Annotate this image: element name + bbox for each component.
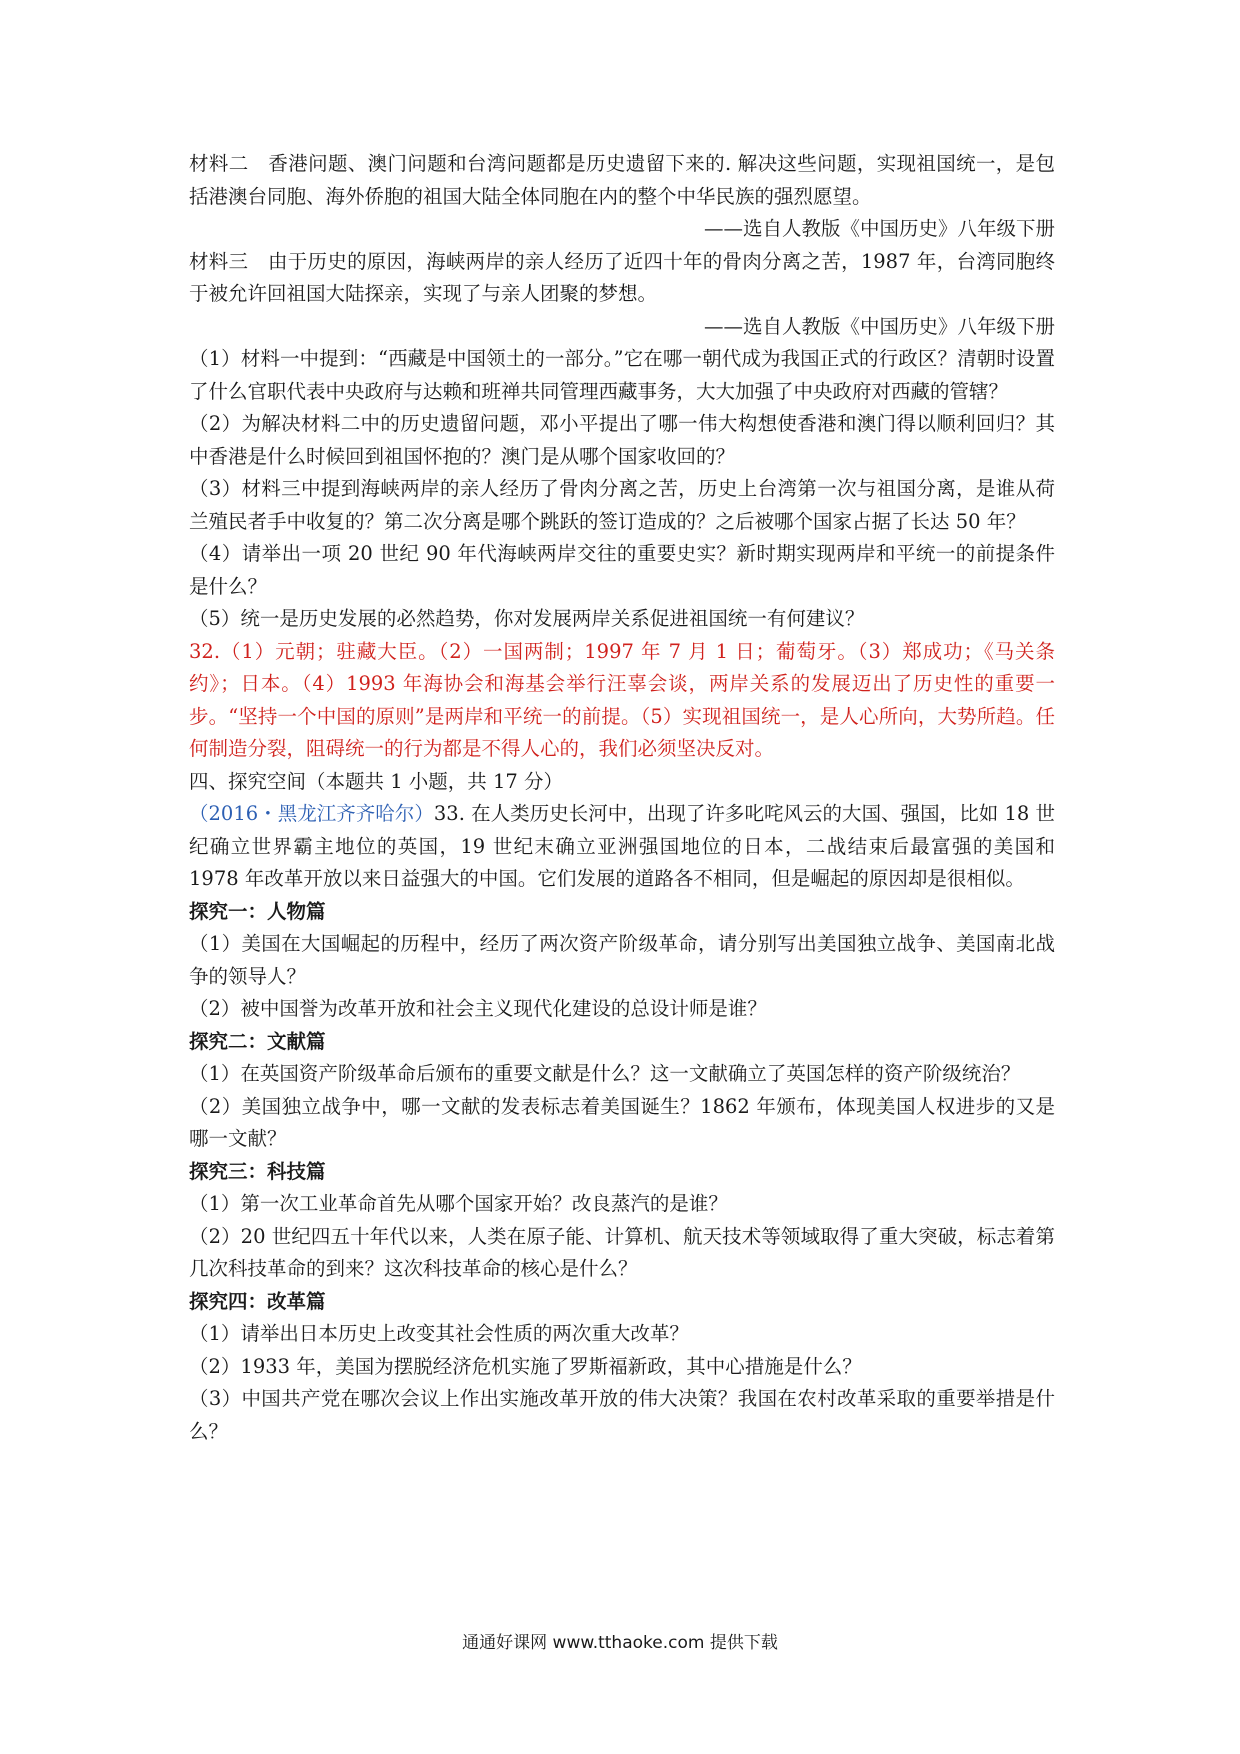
question-31-4: （4）请举出一项 20 世纪 90 年代海峡两岸交往的重要史实？新时期实现两岸和平统一的前提条件是什么？ [189,542,1055,598]
explore-3-item-1: （1）第一次工业革命首先从哪个国家开始？改良蒸汽的是谁？ [189,1192,728,1215]
document-body [189,148,1055,1448]
material-2-text: 材料二 香港问题、澳门问题和台湾问题都是历史遗留下来的. 解决这些问题，实现祖国统一，是包括港澳台同胞、海外侨胞的祖国大陆全体同胞在内的整个中华民族的强烈愿望。 [189,152,1055,208]
explore-2-item-1: （1）在英国资产阶级革命后颁布的重要文献是什么？这一文献确立了英国怎样的资产阶级统治？ [189,1062,1021,1085]
question-31-2: （2）为解决材料二中的历史遗留问题，邓小平提出了哪一伟大构想使香港和澳门得以顺利回归？其中香港是什么时候回到祖国怀抱的？澳门是从哪个国家收回的？ [189,412,1055,468]
question-33-source-tag: （2016・黑龙江齐齐哈尔） [189,802,434,825]
material-2-source: ——选自人教版《中国历史》八年级下册 [703,217,1055,240]
explore-4-item-1: （1）请举出日本历史上改变其社会性质的两次重大改革？ [189,1322,689,1345]
explore-4-title: 探究四：改革篇 [189,1289,326,1313]
explore-3-title: 探究三：科技篇 [189,1159,326,1183]
answer-32: 32.（1）元朝；驻藏大臣。（2）一国两制；1997 年 7 月 1 日；葡萄牙。（3）郑成功；《马关条约》；日本。（4）1993 年海协会和海基会举行汪辜会谈，两岸关系的发展迈出了历史性的重要一步。“坚持一个中国的原则”是两岸和平统一的前提。（5）实现祖国统一，是人心所向，大势所趋。任何制造分裂，阻碍统一的行为都是不得人心的，我们必须坚决反对。 [189,639,1055,760]
question-31-1: （1）材料一中提到：“西藏是中国领土的一部分。”它在哪一朝代成为我国正式的行政区？清朝时设置了什么官职代表中央政府与达赖和班禅共同管理西藏事务，大大加强了中央政府对西藏的管辖？ [189,347,1055,403]
explore-2-title: 探究二：文献篇 [189,1029,326,1053]
question-33 [189,798,1055,896]
material-3-text: 材料三 由于历史的原因，海峡两岸的亲人经历了近四十年的骨肉分离之苦，1987 年，台湾同胞终于被允许回祖国大陆探亲，实现了与亲人团聚的梦想。 [189,249,1055,305]
explore-4-item-3: （3）中国共产党在哪次会议上作出实施改革开放的伟大决策？我国在农村改革采取的重要举措是什么？ [189,1387,1055,1443]
explore-1-item-1: （1）美国在大国崛起的历程中，经历了两次资产阶级革命，请分别写出美国独立战争、美国南北战争的领导人？ [189,932,1055,988]
page-footer: 通通好课网 www.tthaoke.com 提供下载 [462,1633,778,1653]
question-31-5: （5）统一是历史发展的必然趋势，你对发展两岸关系促进祖国统一有何建议？ [189,607,865,630]
question-31-3: （3）材料三中提到海峡两岸的亲人经历了骨肉分离之苦，历史上台湾第一次与祖国分离，是谁从荷兰殖民者手中收复的？第二次分离是哪个跳跃的签订造成的？之后被哪个国家占据了长达 50 年？ [189,477,1055,533]
explore-4-item-2: （2）1933 年，美国为摆脱经济危机实施了罗斯福新政，其中心措施是什么？ [189,1354,862,1378]
explore-3-item-2: （2）20 世纪四五十年代以来，人类在原子能、计算机、航天技术等领域取得了重大突破，标志着第几次科技革命的到来？这次科技革命的核心是什么？ [189,1224,1055,1280]
explore-1-item-2: （2）被中国誉为改革开放和社会主义现代化建设的总设计师是谁？ [189,997,767,1020]
material-3-source: ——选自人教版《中国历史》八年级下册 [703,314,1055,338]
section-4-title: 四、探究空间（本题共 1 小题，共 17 分） [189,769,564,793]
question-33-text: 33. 在人类历史长河中，出现了许多叱咤风云的大国、强国，比如 18 世纪确立世界霸主地位的英国，19 世纪末确立亚洲强国地位的日本，二战结束后最富强的美国和 1978 年改革开放以来日益强大的中国。它们发展的道路各不相同，但是崛起的原因却是很相似。 [189,802,1055,890]
explore-2-item-2: （2）美国独立战争中，哪一文献的发表标志着美国诞生？1862 年颁布，体现美国人权进步的又是哪一文献？ [189,1094,1055,1150]
explore-1-title: 探究一：人物篇 [189,899,326,923]
